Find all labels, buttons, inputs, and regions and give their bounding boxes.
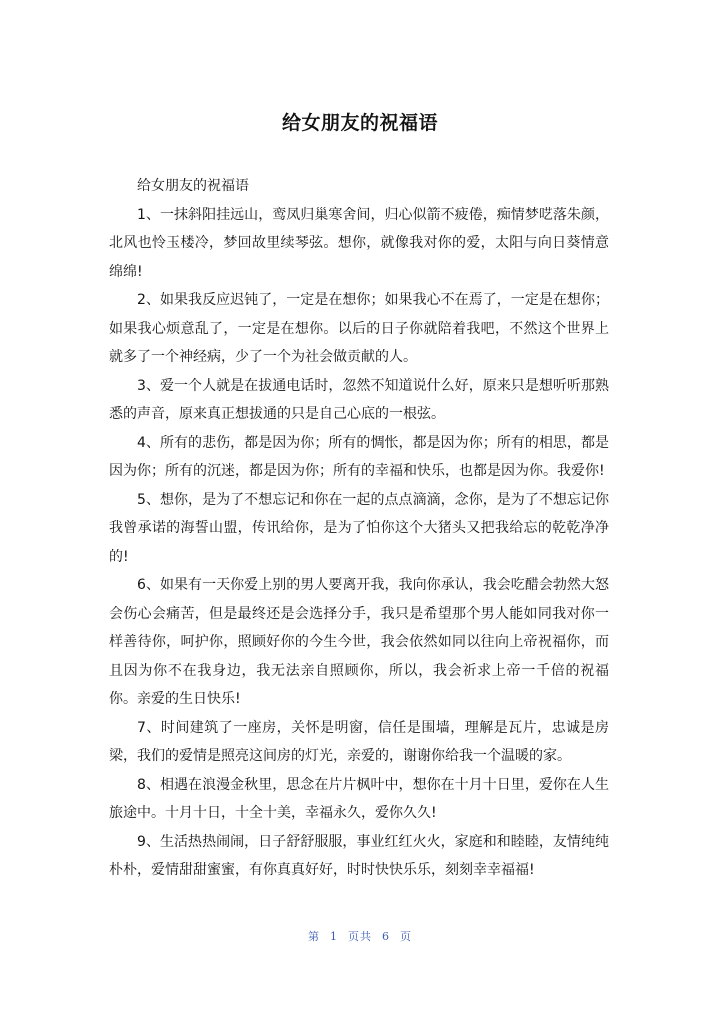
footer-word-page-end: 页 xyxy=(400,930,412,943)
document-body xyxy=(109,172,609,885)
document-title: 给女朋友的祝福语 xyxy=(281,112,438,134)
paragraph-9: 9、生活热热闹闹，日子舒舒服服，事业红红火火，家庭和和睦睦，友情纯纯朴朴，爱情甜甜蜜蜜，有你真真好好，时时快快乐乐，刻刻幸幸福福! xyxy=(109,833,609,878)
paragraph-1: 1、一抹斜阳挂远山，鸾凤归巢寒舍间，归心似箭不疲倦，痴情梦呓落朱颜，北风也怜玉楼冷，梦回故里续琴弦。想你，就像我对你的爱，太阳与向日葵情意绵绵! xyxy=(109,206,609,280)
paragraph-8: 8、相遇在浪漫金秋里，思念在片片枫叶中，想你在十月十日里，爱你在人生旅途中。十月十日，十全十美，幸福永久，爱你久久! xyxy=(109,776,609,821)
paragraph-3: 3、爱一个人就是在拔通电话时，忽然不知道说什么好，原来只是想听听那熟悉的声音，原来真正想拔通的只是自己心底的一根弦。 xyxy=(109,377,609,422)
footer-word-page: 第 xyxy=(308,930,320,943)
paragraph-heading: 给女朋友的祝福语 xyxy=(137,178,249,194)
paragraph-4: 4、所有的悲伤，都是因为你；所有的惆怅，都是因为你；所有的相思，都是因为你；所有的沉迷，都是因为你；所有的幸福和快乐，也都是因为你。我爱你! xyxy=(109,434,609,479)
footer-total-pages: 6 xyxy=(382,930,390,943)
page-footer xyxy=(0,928,720,944)
paragraph-2: 2、如果我反应迟钝了，一定是在想你；如果我心不在焉了，一定是在想你；如果我心烦意乱了，一定是在想你。以后的日子你就陪着我吧，不然这个世界上就多了一个神经病，少了一个为社会做贡献的人。 xyxy=(109,292,609,365)
paragraph-7: 7、时间建筑了一座房，关怀是明窗，信任是围墙，理解是瓦片，忠诚是房梁，我们的爱情是照亮这间房的灯光，亲爱的，谢谢你给我一个温暖的家。 xyxy=(109,719,609,764)
footer-word-of: 页共 xyxy=(348,930,372,943)
footer-page-number: 1 xyxy=(330,930,338,943)
paragraph-5: 5、想你，是为了不想忘记和你在一起的点点滴滴，念你，是为了不想忘记你我曾承诺的海誓山盟，传讯给你，是为了怕你这个大猪头又把我给忘的乾乾净净的! xyxy=(109,491,609,565)
paragraph-6: 6、如果有一天你爱上别的男人要离开我，我向你承认，我会吃醋会勃然大怒会伤心会痛苦，但是最终还是会选择分手，我只是希望那个男人能如同我对你一样善待你，呵护你，照顾好你的今生今世，我会依然如同以往向上帝祝福你，而且因为你不在我身边，我无法亲自照顾你，所以，我会祈求上帝一千倍的祝福你。亲爱的生日快乐! xyxy=(109,577,609,707)
